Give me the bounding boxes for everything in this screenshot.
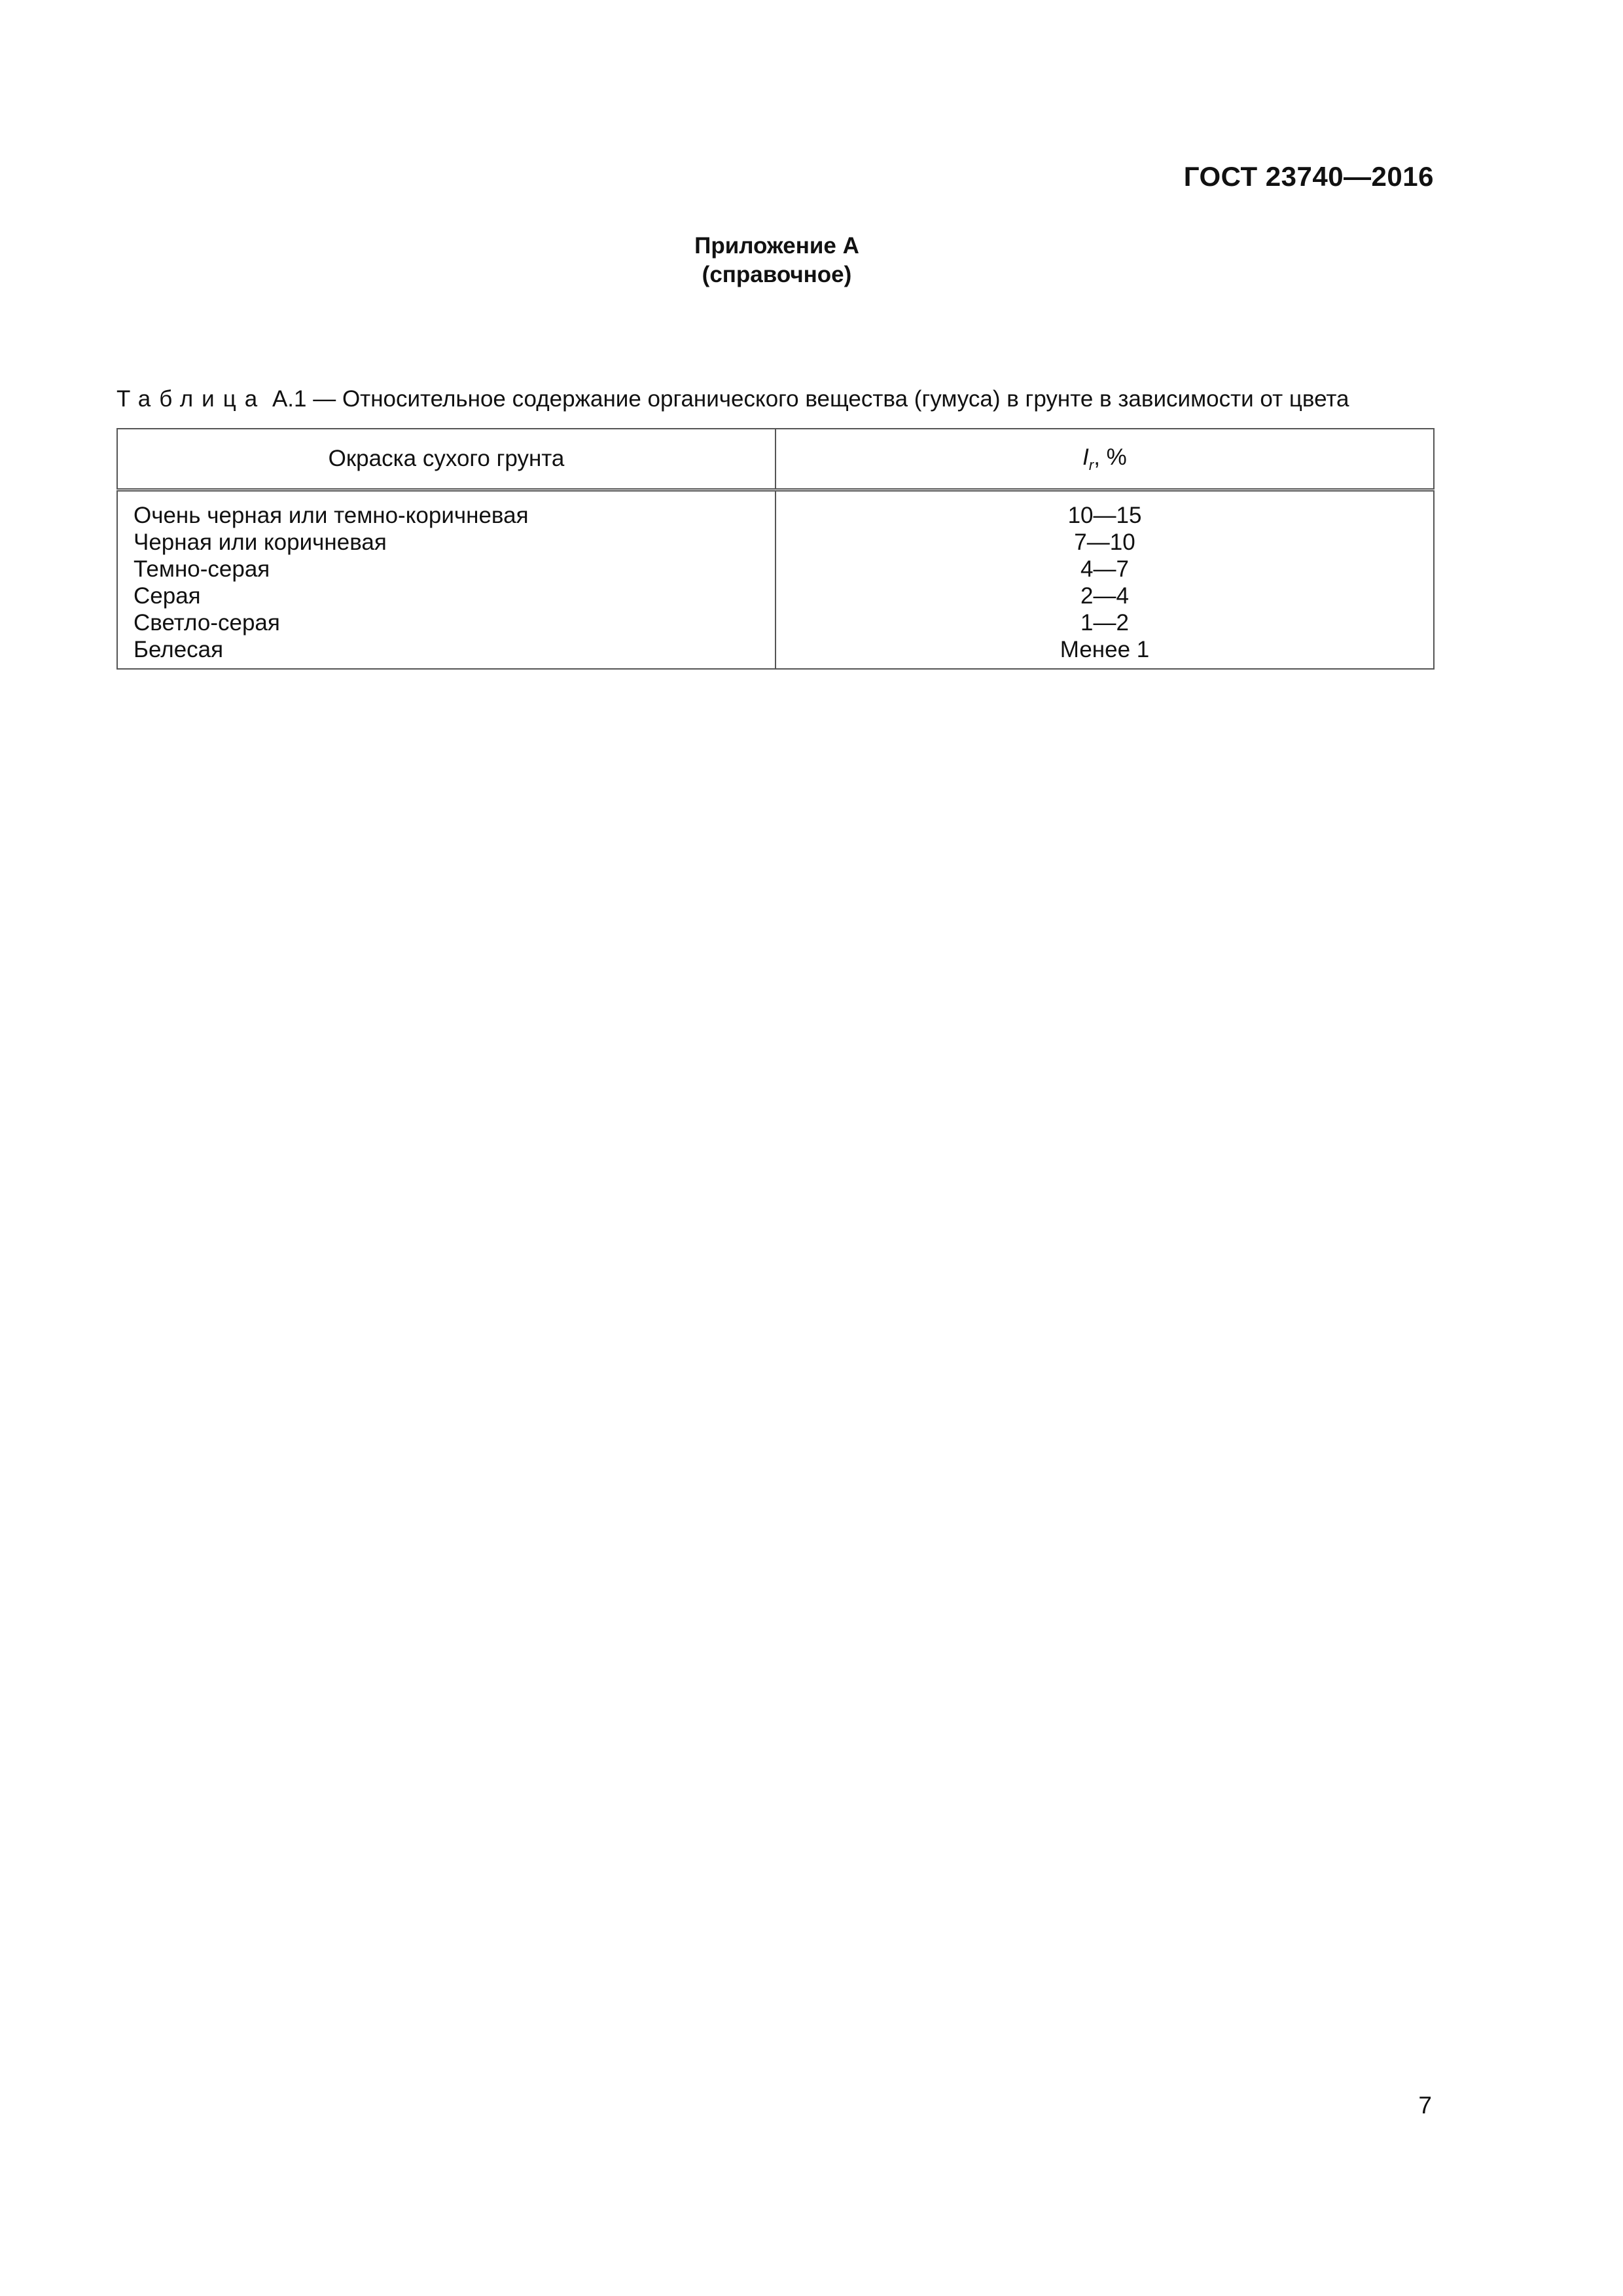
appendix-title: Приложение А [694, 233, 859, 259]
document-code: ГОСТ 23740—2016 [1183, 161, 1434, 192]
soil-color-cell: Белесая [117, 636, 776, 669]
appendix-heading [0, 232, 1554, 289]
appendix-subtitle: (справочное) [702, 262, 852, 287]
humus-value-cell: 4—7 [776, 556, 1434, 583]
header-humus-content [776, 429, 1434, 490]
soil-color-cell: Черная или коричневая [117, 529, 776, 556]
table-row [117, 609, 1434, 636]
table-header-row [117, 429, 1434, 490]
soil-color-cell: Серая [117, 583, 776, 609]
soil-color-cell: Очень черная или темно-коричневая [117, 490, 776, 529]
humus-value-cell: 10—15 [776, 490, 1434, 529]
humus-value-cell: 1—2 [776, 609, 1434, 636]
humus-content-table [116, 428, 1435, 670]
header-soil-color: Окраска сухого грунта [117, 429, 776, 490]
table-row [117, 583, 1434, 609]
header-symbol: I [1082, 444, 1089, 470]
table-caption-text: А.1 — Относительное содержание органического вещества (гумуса) в грунте в зависимости от цвета [266, 386, 1349, 412]
page-number: 7 [1418, 2092, 1432, 2119]
humus-value-cell: Менее 1 [776, 636, 1434, 669]
header-subscript: r [1088, 456, 1094, 473]
humus-value-cell: 7—10 [776, 529, 1434, 556]
table-row [117, 529, 1434, 556]
table-row [117, 490, 1434, 529]
soil-color-cell: Темно-серая [117, 556, 776, 583]
table-caption-label: Таблица [116, 386, 266, 412]
table-row [117, 556, 1434, 583]
soil-color-cell: Светло-серая [117, 609, 776, 636]
humus-value-cell: 2—4 [776, 583, 1434, 609]
table-row [117, 636, 1434, 669]
header-unit: , % [1094, 444, 1127, 470]
table-caption [116, 386, 1445, 412]
